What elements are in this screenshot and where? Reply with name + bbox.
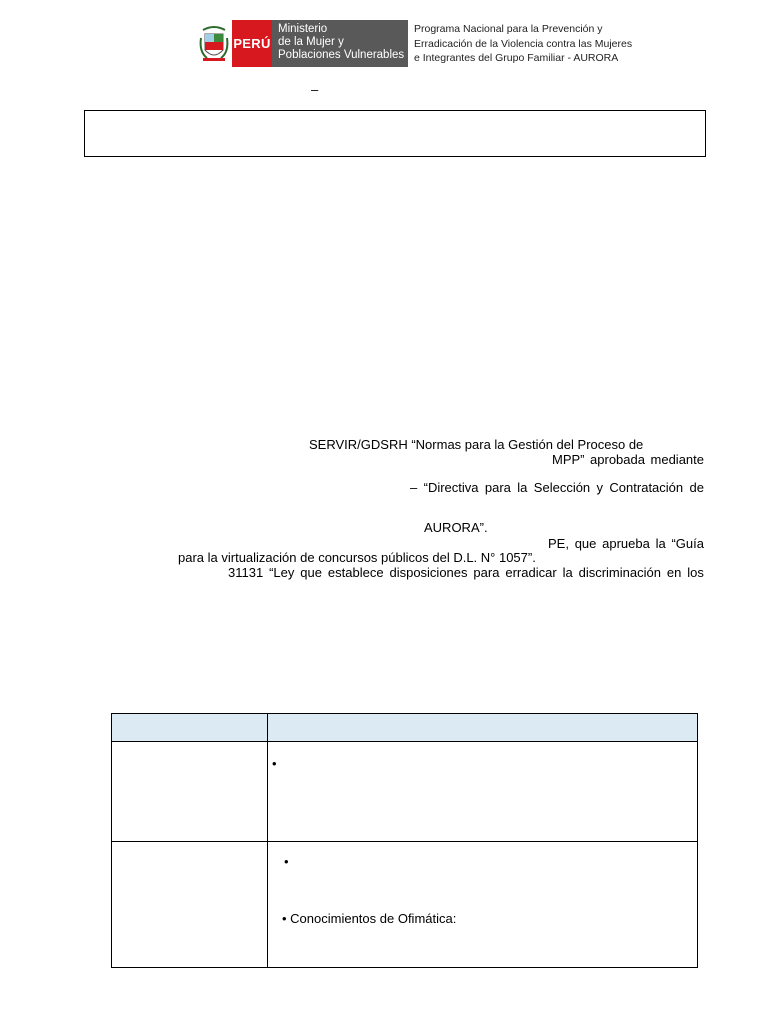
word: la	[655, 536, 666, 551]
word: disposiciones	[389, 565, 468, 580]
program-line: Erradicación de la Violencia contra las Mujeres	[414, 37, 633, 50]
row1-bullet: •	[272, 756, 277, 771]
word: “Directiva	[423, 480, 479, 495]
body-line-6: para la virtualización de concursos públicos del D.L. N° 1057”.	[178, 550, 536, 565]
word: Contratación	[609, 480, 684, 495]
word: aprueba	[602, 536, 650, 551]
word: que	[574, 536, 597, 551]
table-row-divider	[112, 841, 697, 842]
program-line: Programa Nacional para la Prevención y	[414, 23, 603, 35]
word: para	[473, 565, 500, 580]
body-line-4: AURORA”.	[424, 520, 488, 535]
word: que	[300, 565, 322, 580]
word: aprobada	[590, 452, 645, 467]
requirements-table	[111, 713, 698, 968]
logo-ministry-line: Ministerio	[278, 23, 328, 35]
ministry-logo	[196, 20, 408, 67]
logo-country-label: PERÚ	[232, 20, 272, 67]
logo-ministry-line: Poblaciones Vulnerables	[278, 49, 405, 61]
row2-office-skills: • Conocimientos de Ofimática:	[282, 911, 457, 926]
word: y	[596, 480, 604, 495]
coat-of-arms-icon	[196, 20, 232, 67]
word: PE,	[548, 536, 569, 551]
word: la	[517, 480, 528, 495]
word: discriminación	[578, 565, 661, 580]
word: MPP”	[552, 452, 585, 467]
logo-ministry-line: de la Mujer y	[278, 36, 344, 48]
body-line-1: SERVIR/GDSRH “Normas para la Gestión del Proceso de	[309, 437, 644, 452]
program-line: e Integrantes del Grupo Familiar - AURORA	[414, 52, 619, 64]
word: establece	[327, 565, 384, 580]
word: en	[666, 565, 682, 580]
word: la	[562, 565, 573, 580]
body-line-7	[228, 565, 704, 581]
word: mediante	[650, 452, 704, 467]
body-line-3	[410, 480, 704, 496]
word: los	[687, 565, 704, 580]
word: para	[484, 480, 511, 495]
body-line-5	[548, 536, 704, 552]
program-name	[414, 22, 714, 66]
word: de	[689, 480, 704, 495]
word: –	[410, 480, 418, 495]
row2-bullet: •	[284, 854, 289, 869]
title-box	[84, 110, 706, 157]
word: “Ley	[269, 565, 295, 580]
title-dash: –	[311, 82, 319, 97]
body-line-2	[552, 452, 704, 468]
word: erradicar	[505, 565, 557, 580]
word: “Guía	[671, 536, 704, 551]
table-header-row	[112, 714, 697, 742]
word: 31131	[228, 565, 264, 580]
word: Selección	[533, 480, 591, 495]
logo-ministry-name	[272, 20, 408, 67]
